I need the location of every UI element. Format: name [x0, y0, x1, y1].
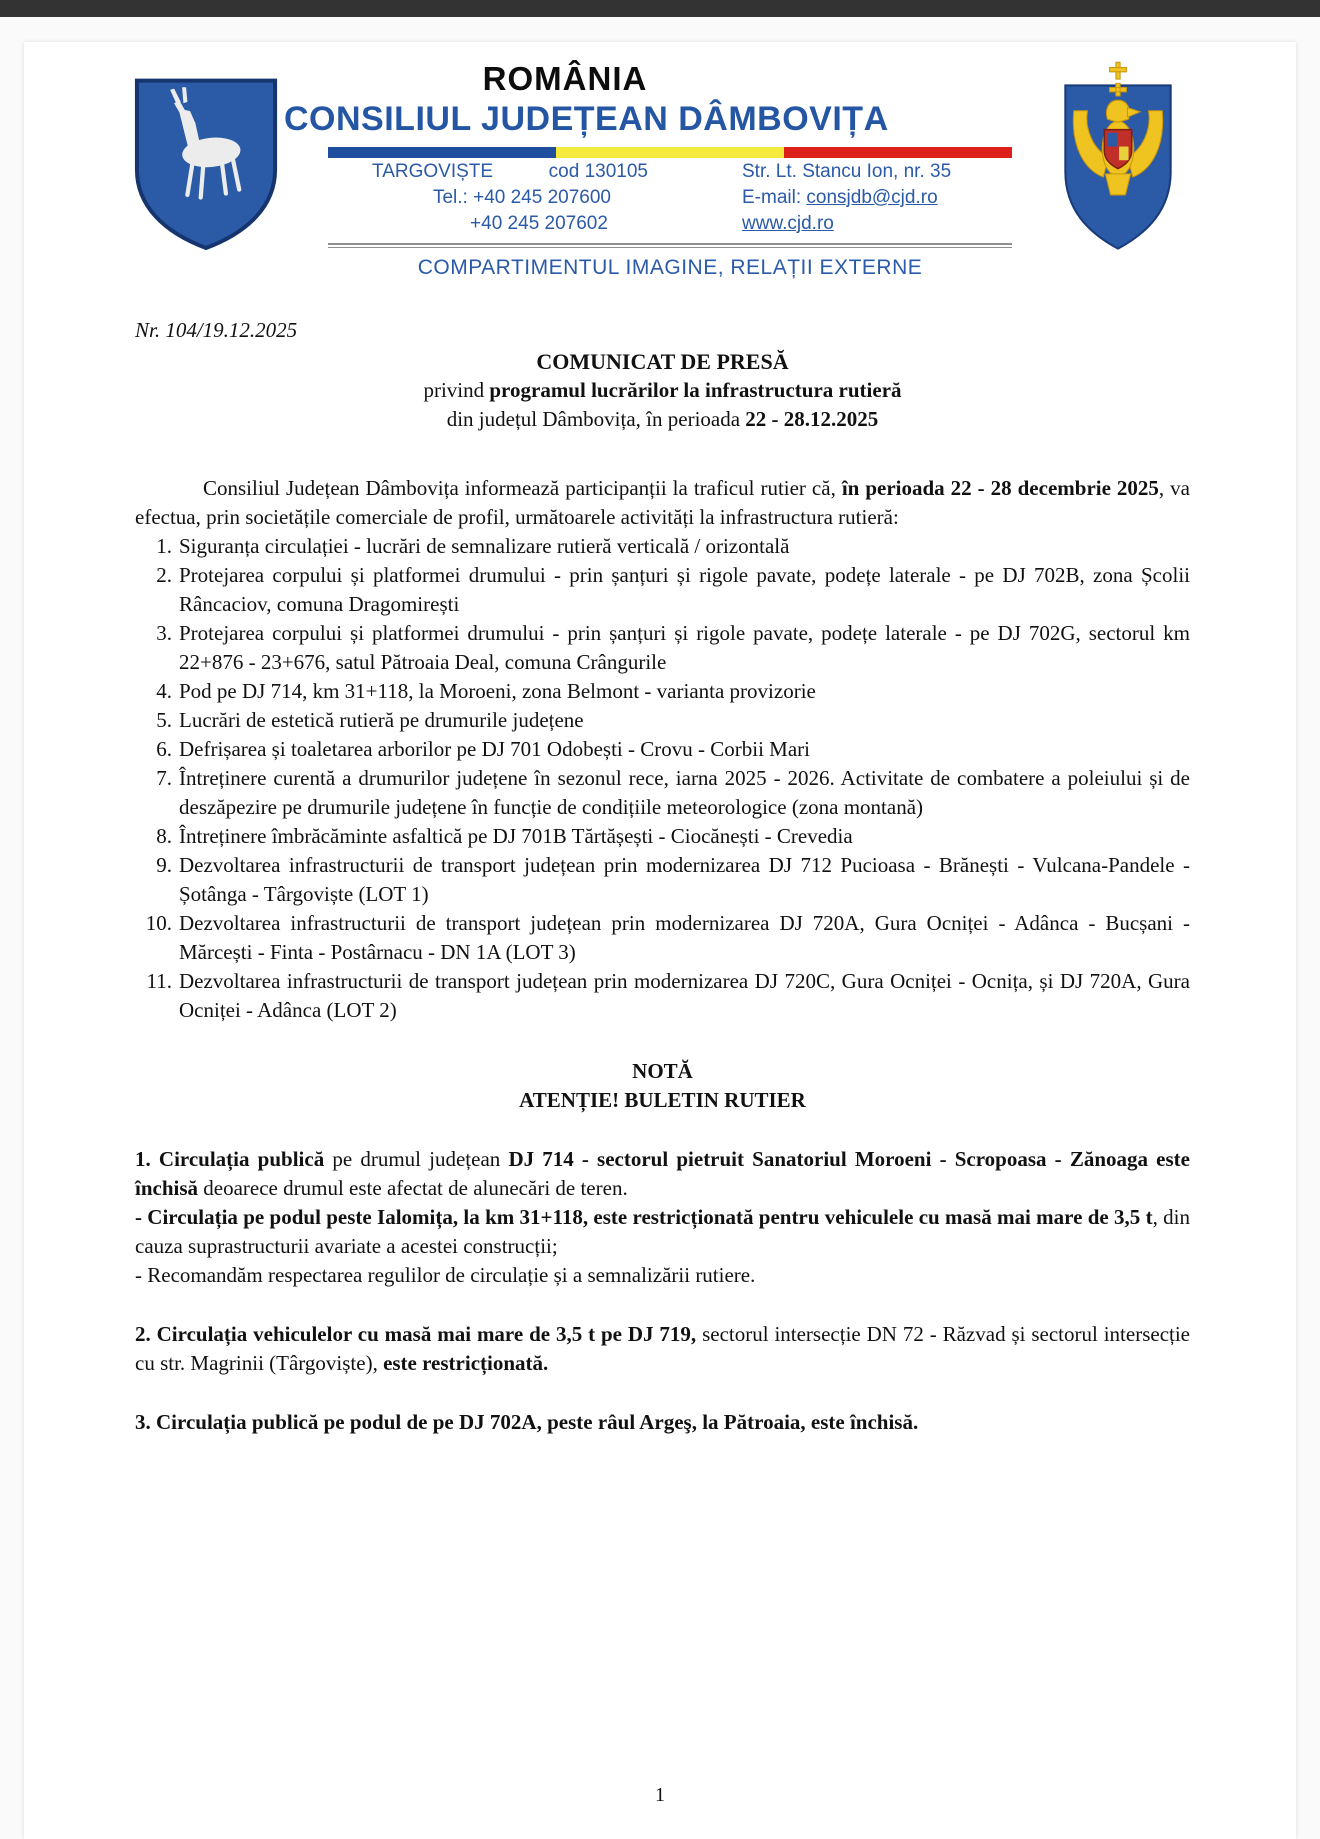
activity-number: 3.: [156, 621, 172, 645]
activity-number: 6.: [156, 737, 172, 761]
nota-subtitle: ATENȚIE! BULETIN RUTIER: [519, 1088, 806, 1112]
activity-text: Lucrări de estetică rutieră pe drumurile județene: [179, 708, 584, 732]
activity-number: 2.: [156, 563, 172, 587]
document-number: Nr. 104/19.12.2025: [135, 318, 298, 342]
activity-number: 11.: [146, 969, 172, 993]
activity-text: Protejarea corpului și platformei drumului - prin șanțuri și rigole pavate, podețe laterale - pe DJ 702G, sectorul km 22+876 - 23+676, satul Pătroaia Deal, comuna Crângurile: [179, 621, 1190, 674]
text-segment: privind: [423, 378, 490, 402]
browser-chrome-bar: [0, 0, 1320, 17]
text-segment: din județul Dâmbovița, în perioada: [446, 407, 746, 431]
activity-item: [135, 561, 1190, 619]
nota-block: [135, 1203, 1190, 1261]
press-release-title: COMUNICAT DE PRESĂ: [536, 349, 789, 374]
institution-title: CONSILIUL JUDEȚEAN DÂMBOVIȚA: [284, 100, 889, 138]
activity-text: Întreținere curentă a drumurilor județene în sezonul rece, iarna 2025 - 2026. Activitate de combatere a poleiului și de deszăpezire pe drumurile județene în funcție de condițiile meteorologice (zona montană): [179, 766, 1190, 819]
text-segment: Consiliul Județean Dâmbovița informează participanții la traficul rutier că,: [203, 476, 842, 500]
press-release-subtitle: [135, 376, 1190, 434]
text-segment: - Circulația pe podul peste Ialomița, la km 31+118, este restricționată pentru vehiculele cu masă mai mare de 3,5 t: [135, 1205, 1153, 1229]
phone2-label: +40 245 207602: [470, 213, 608, 234]
activity-item: [135, 677, 1190, 706]
text-segment: în perioada 22 - 28 decembrie 2025: [841, 476, 1159, 500]
nota-block: [135, 1408, 1190, 1437]
header-divider-double-line: [328, 243, 1012, 248]
flag-blue-segment: [328, 147, 556, 158]
contact-info: [328, 159, 1012, 237]
email-link[interactable]: consjdb@cjd.ro: [806, 187, 938, 208]
activity-number: 10.: [145, 911, 172, 935]
contact-left-column: [328, 159, 648, 237]
activity-text: Defrișarea și toaletarea arborilor pe DJ 701 Odobești - Crovu - Corbii Mari: [179, 737, 810, 761]
activity-item: [135, 735, 1190, 764]
activity-text: Întreținere îmbrăcăminte asfaltică pe DJ 701B Tărtășești - Ciocănești - Crevedia: [179, 824, 853, 848]
activity-text: Dezvoltarea infrastructurii de transport județean prin modernizarea DJ 720C, Gura Ocniței - Ocnița, și DJ 720A, Gura Ocniței - Adânca (LOT 2): [179, 969, 1190, 1022]
email-label: E-mail:: [742, 187, 807, 208]
activity-number: 1.: [156, 534, 172, 558]
nota-block: [135, 1320, 1190, 1378]
text-segment: sectorul intersecție DN 72 - Răzvad și sectorul intersecție cu str. Magrinii (Târgoviște),: [135, 1322, 1191, 1375]
website-link[interactable]: www.cjd.ro: [742, 213, 834, 234]
street-address: Str. Lt. Stancu Ion, nr. 35: [742, 161, 952, 182]
city-label: TARGOVIȘTE: [372, 161, 494, 182]
letterhead-center: [284, 60, 1012, 280]
activity-number: 7.: [156, 766, 172, 790]
letterhead: [24, 42, 1296, 280]
text-segment: deoarece drumul este afectat de alunecări de teren.: [198, 1176, 628, 1200]
activities-list: [135, 532, 1190, 1025]
text-segment: - Recomandăm respectarea regulilor de circulație și a semnalizării rutiere.: [135, 1263, 756, 1287]
nota-paragraph: [135, 1145, 1190, 1290]
contact-right-column: [648, 159, 1012, 237]
text-segment: 1. Circulația publică: [135, 1147, 325, 1171]
activity-number: 8.: [156, 824, 172, 848]
text-segment: 3. Circulația publică pe podul de pe DJ 702A, peste râul Argeş, la Pătroaia, este închisă.: [135, 1410, 919, 1434]
romania-coat-of-arms-icon: [1050, 56, 1186, 256]
nota-title: NOTĂ: [632, 1059, 693, 1083]
activity-item: [135, 532, 1190, 561]
text-segment: 2. Circulația vehiculelor cu masă mai mare de 3,5 t pe DJ 719,: [135, 1322, 697, 1346]
text-segment: , va efectua, prin societățile comerciale de profil, următoarele activități la infrastructura rutieră:: [135, 476, 1190, 529]
subtitle-line: [135, 376, 1190, 405]
nota-paragraph: [135, 1320, 1190, 1378]
dambovita-deer-coat-of-arms-icon: [126, 70, 286, 256]
text-segment: DJ 714 - sectorul pietruit Sanatoriul Moroeni - Scropoasa - Zănoaga este închisă: [135, 1147, 1190, 1200]
text-segment: 22 - 28.12.2025: [745, 407, 879, 431]
nota-paragraph: [135, 1408, 1190, 1437]
page-number: 1: [655, 1784, 665, 1806]
postal-code-label: cod 130105: [548, 161, 648, 182]
flag-yellow-segment: [556, 147, 784, 158]
activity-item: [135, 619, 1190, 677]
intro-paragraph: [135, 474, 1190, 532]
nota-block: [135, 1261, 1190, 1290]
activity-text: Dezvoltarea infrastructurii de transport județean prin modernizarea DJ 712 Pucioasa - Brănești - Vulcana-Pandele - Șotânga - Târgoviște (LOT 1): [179, 853, 1190, 906]
activity-item: [135, 822, 1190, 851]
document-body: [24, 316, 1296, 1437]
phone1-label: Tel.: +40 245 207600: [432, 187, 611, 208]
activity-text: Protejarea corpului și platformei drumului - prin șanțuri și rigole pavate, podețe laterale - pe DJ 702B, zona Școlii Râncaciov, comuna Dragomirești: [179, 563, 1190, 616]
text-segment: , din cauza suprastructurii avariate a acestei construcții;: [135, 1205, 1190, 1258]
subtitle-line: [135, 405, 1190, 434]
country-title: ROMÂNIA: [482, 60, 648, 97]
activity-item: [135, 909, 1190, 967]
document-page: [24, 42, 1296, 1839]
activity-item: [135, 851, 1190, 909]
activity-number: 9.: [156, 853, 172, 877]
activity-item: [135, 764, 1190, 822]
text-segment: pe drumul județean: [324, 1147, 509, 1171]
department-title: COMPARTIMENTUL IMAGINE, RELAȚII EXTERNE: [417, 256, 923, 279]
activity-number: 4.: [156, 679, 172, 703]
activity-item: [135, 706, 1190, 735]
romanian-flag-bar: [328, 147, 1012, 158]
flag-red-segment: [784, 147, 1012, 158]
text-segment: programul lucrărilor la infrastructura rutieră: [489, 378, 902, 402]
activity-text: Siguranța circulației - lucrări de semnalizare rutieră verticală / orizontală: [179, 534, 790, 558]
nota-block: [135, 1145, 1190, 1203]
activity-text: Dezvoltarea infrastructurii de transport județean prin modernizarea DJ 720A, Gura Ocniței - Adânca - Bucșani - Mărcești - Finta - Postârnacu - DN 1A (LOT 3): [179, 911, 1190, 964]
activity-number: 5.: [156, 708, 172, 732]
nota-section: [135, 1145, 1190, 1437]
activity-item: [135, 967, 1190, 1025]
text-segment: este restricționată.: [383, 1351, 549, 1375]
activity-text: Pod pe DJ 714, km 31+118, la Moroeni, zona Belmont - varianta provizorie: [179, 679, 816, 703]
